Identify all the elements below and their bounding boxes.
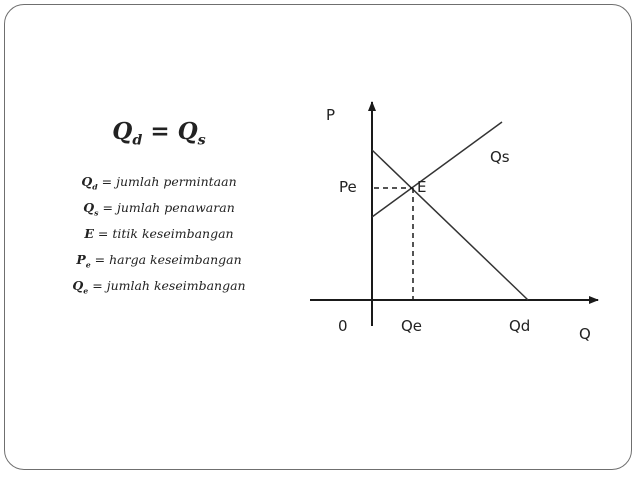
definition-qd: $Q_d$ = jumlah permintaan (81, 174, 237, 192)
definition-pe: $P_e$ = harga keseimbangan (76, 252, 242, 270)
supply-label: Qs (490, 148, 510, 166)
quantity-label: Qe (401, 317, 423, 335)
eq-rhs-subscript: s (197, 132, 206, 149)
origin-label: 0 (338, 317, 348, 335)
y-axis-label: P (326, 106, 336, 124)
definition-e: E = titik keseimbangan (84, 226, 234, 241)
demand-end-label: Qd (509, 317, 531, 335)
definition-qs: $Q_s$ = jumlah penawaran (83, 200, 235, 218)
x-axis-label: Q (579, 325, 591, 343)
eq-rhs-symbol: Q (177, 118, 198, 145)
eq-operator: = (150, 118, 170, 145)
price-label: Pe (339, 178, 357, 196)
eq-lhs-subscript: d (132, 132, 143, 149)
equilibrium-label: E (417, 178, 427, 196)
definition-qe: $Q_e$ = jumlah keseimbangan (72, 278, 246, 296)
eq-lhs-symbol: Q (112, 118, 133, 145)
demand-curve (372, 150, 528, 300)
